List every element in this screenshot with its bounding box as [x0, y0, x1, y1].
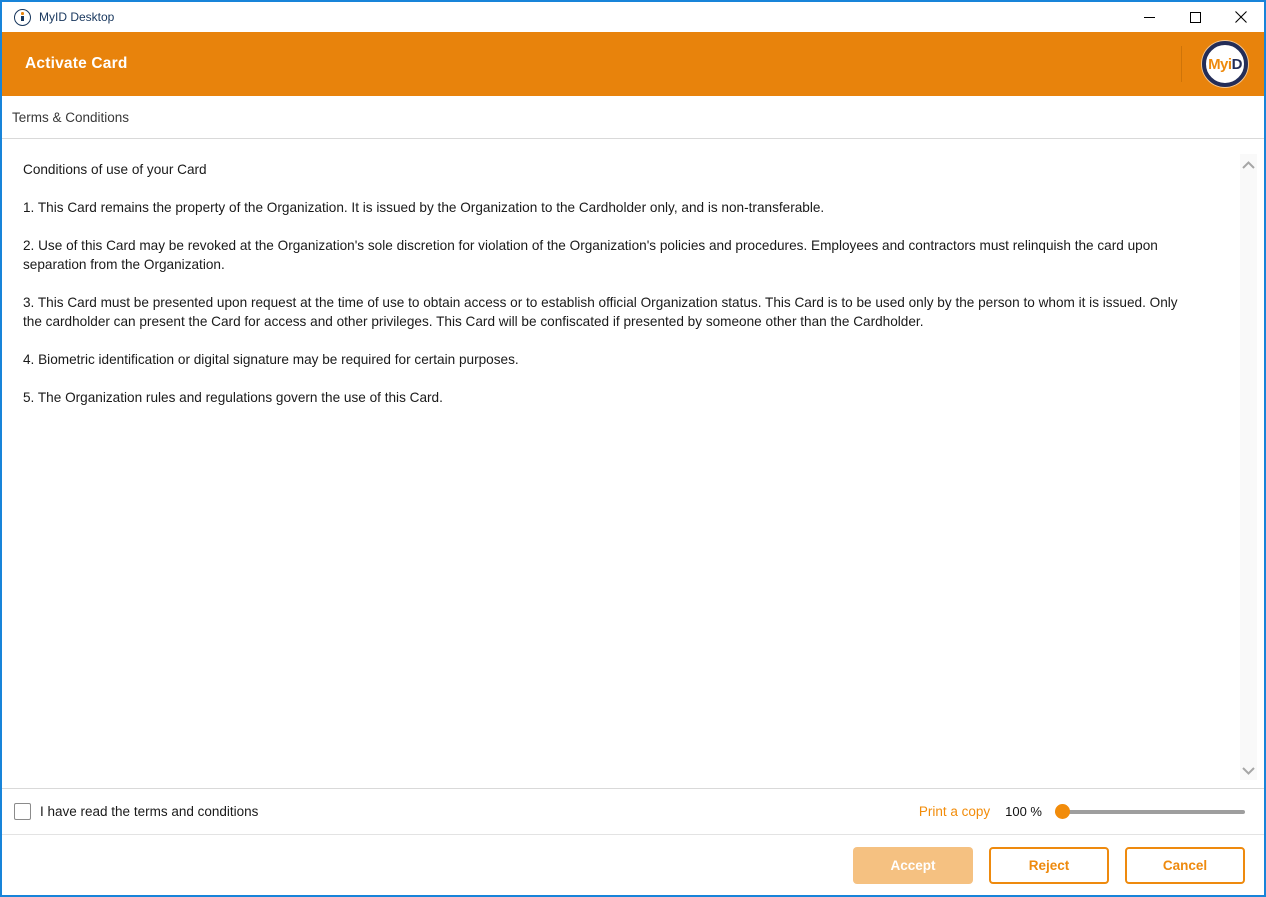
- terms-read-checkbox[interactable]: [14, 803, 31, 820]
- slider-track: [1055, 810, 1245, 814]
- cancel-button[interactable]: Cancel: [1125, 847, 1245, 884]
- terms-read-checkbox-label: I have read the terms and conditions: [40, 804, 259, 819]
- info-icon: [14, 9, 31, 26]
- logo-text-i: i: [1227, 55, 1232, 73]
- terms-paragraph: 4. Biometric identification or digital signature may be required for certain purposes.: [23, 352, 519, 367]
- logo-text-my: My: [1208, 55, 1228, 73]
- close-button[interactable]: [1218, 2, 1264, 32]
- footer-options-bar: [2, 788, 1264, 834]
- section-subtitle: Terms & Conditions: [12, 109, 130, 125]
- accept-button[interactable]: Accept: [853, 847, 973, 884]
- page-title: Activate Card: [25, 55, 128, 72]
- logo-text-d: D: [1231, 55, 1242, 73]
- terms-heading: Conditions of use of your Card: [23, 162, 207, 177]
- chevron-down-icon: [1242, 761, 1255, 780]
- window-title: MyID Desktop: [39, 10, 115, 24]
- minimize-button[interactable]: [1126, 2, 1172, 32]
- page-header: [2, 32, 1264, 96]
- terms-paragraph: 3. This Card must be presented upon request at the time of use to obtain access or to establish official Organization status. This Card is to be used only by the person to whom it is issued. Only the cardholder can present the Card for access and other privileges. This Card will be confiscated if presented by someone other than the Cardholder.: [23, 295, 1178, 329]
- scroll-up-button[interactable]: [1240, 154, 1257, 174]
- close-icon: [1235, 11, 1247, 23]
- zoom-slider[interactable]: [1055, 804, 1245, 819]
- window-controls: [1126, 2, 1264, 32]
- title-bar: [2, 2, 1264, 32]
- terms-paragraph: 2. Use of this Card may be revoked at the Organization's sole discretion for violation of the Organization's policies and procedures. Employees and contractors must relinquish the card upon separation from the Organization.: [23, 238, 1158, 272]
- slider-thumb[interactable]: [1055, 804, 1070, 819]
- terms-content: [2, 140, 1264, 788]
- terms-paragraph: 1. This Card remains the property of the Organization. It is issued by the Organization to the Cardholder only, and is non-transferable.: [23, 200, 825, 215]
- myid-logo: [1202, 41, 1248, 87]
- minimize-icon: [1144, 12, 1155, 23]
- scroll-down-button[interactable]: [1240, 760, 1257, 780]
- footer-button-bar: [2, 834, 1264, 895]
- print-a-copy-link[interactable]: Print a copy: [918, 804, 991, 819]
- subtitle-row: [2, 96, 1264, 139]
- zoom-percentage: 100 %: [1005, 804, 1042, 819]
- maximize-button[interactable]: [1172, 2, 1218, 32]
- chevron-up-icon: [1242, 155, 1255, 174]
- maximize-icon: [1190, 12, 1201, 23]
- vertical-scrollbar[interactable]: [1240, 154, 1257, 780]
- header-divider: [1181, 46, 1182, 82]
- reject-button[interactable]: Reject: [989, 847, 1109, 884]
- terms-paragraph: 5. The Organization rules and regulations govern the use of this Card.: [23, 390, 443, 405]
